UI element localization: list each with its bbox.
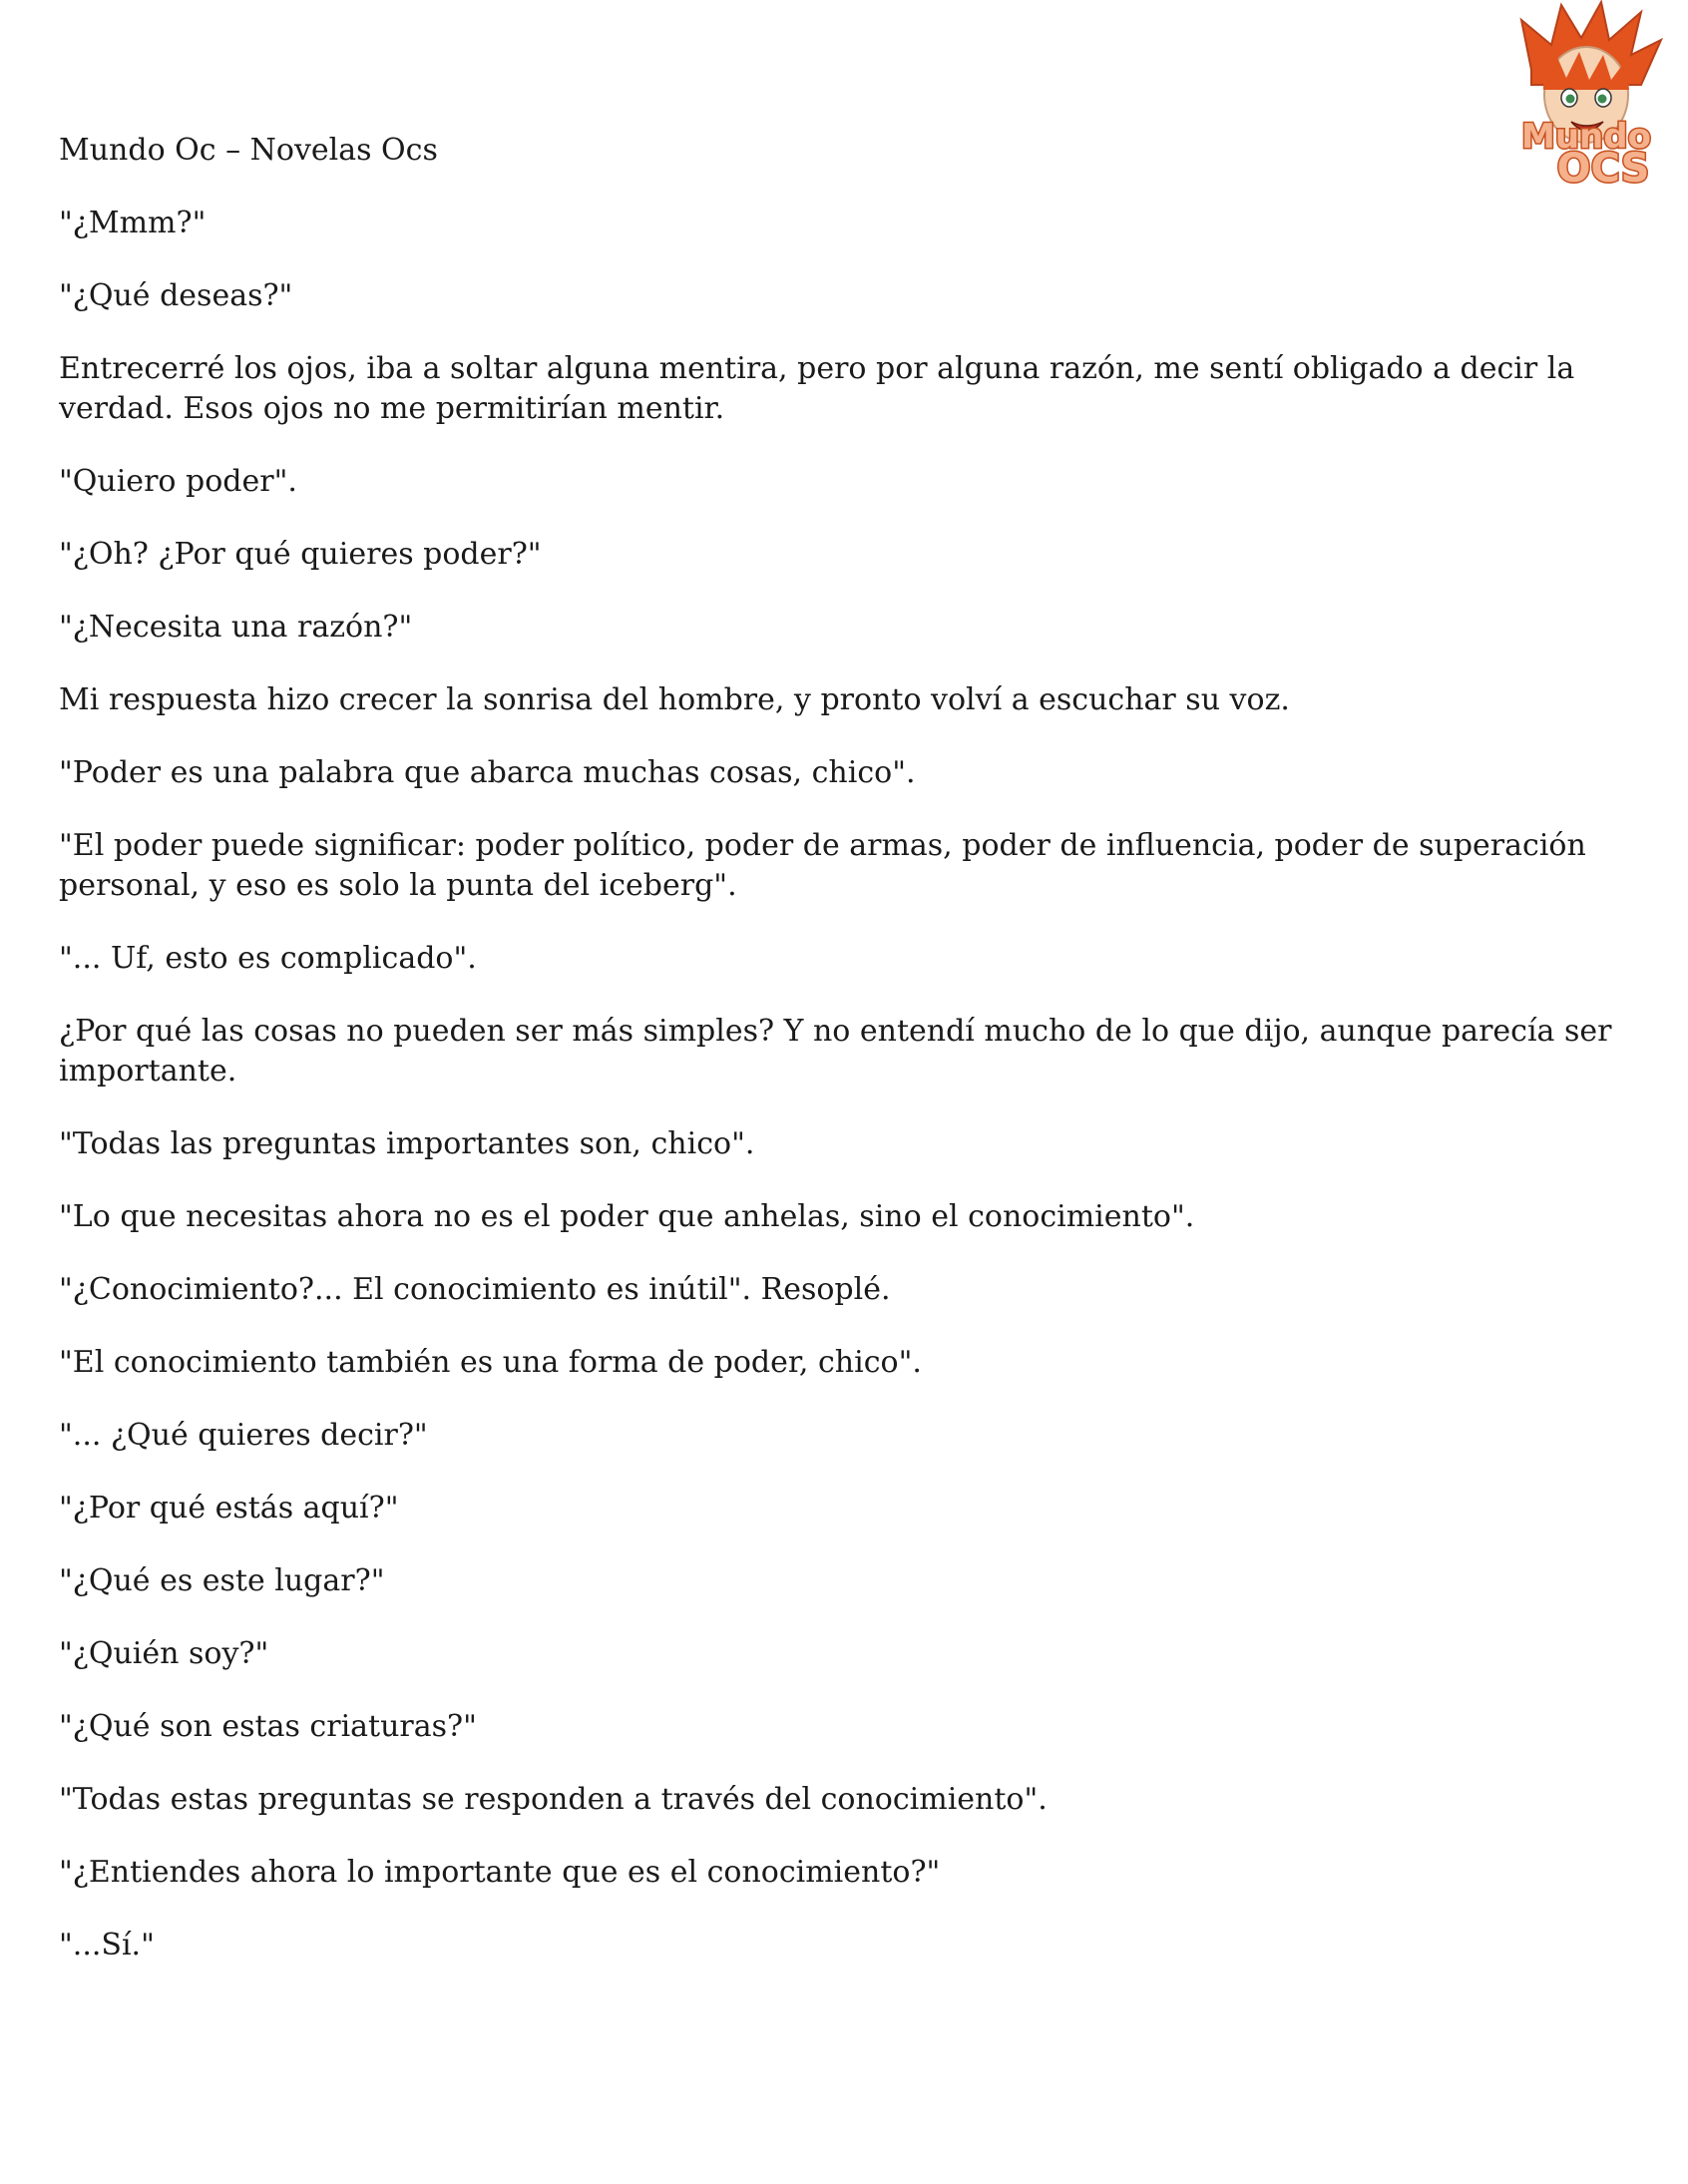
paragraph: ¿Por qué las cosas no pueden ser más simples? Y no entendí mucho de lo que dijo, aunque parecía ser importante. bbox=[59, 1014, 1612, 1089]
logo-text-top: Mundo bbox=[1521, 117, 1651, 157]
paragraph: "¿Qué son estas criaturas?" bbox=[59, 1709, 477, 1744]
paragraph: "Quiero poder". bbox=[59, 464, 297, 499]
document-body bbox=[59, 131, 1615, 1998]
paragraph: "¿Por qué estás aquí?" bbox=[59, 1491, 399, 1526]
paragraph: "Poder es una palabra que abarca muchas cosas, chico". bbox=[59, 755, 916, 790]
paragraph: "El conocimiento también es una forma de poder, chico". bbox=[59, 1345, 922, 1380]
paragraph: "¿Conocimiento?... El conocimiento es inútil". Resoplé. bbox=[59, 1272, 891, 1307]
paragraph: "... ¿Qué quieres decir?" bbox=[59, 1418, 428, 1453]
paragraph: "...Sí." bbox=[59, 1928, 155, 1963]
paragraph: "¿Qué es este lugar?" bbox=[59, 1563, 385, 1598]
paragraph: Entrecerré los ojos, iba a soltar alguna mentira, pero por alguna razón, me sentí obligado a decir la verdad. Esos ojos no me permitirían mentir. bbox=[59, 351, 1575, 426]
paragraph: Mi respuesta hizo crecer la sonrisa del hombre, y pronto volví a escuchar su voz. bbox=[59, 682, 1290, 717]
paragraph: "El poder puede significar: poder político, poder de armas, poder de influencia, poder de superación personal, y eso es solo la punta del iceberg". bbox=[59, 828, 1586, 903]
logo-text-bottom: OCS bbox=[1556, 146, 1650, 190]
paragraph: "Todas las preguntas importantes son, chico". bbox=[59, 1126, 755, 1161]
paragraph: "¿Entiendes ahora lo importante que es el conocimiento?" bbox=[59, 1855, 941, 1890]
document-header-title: Mundo Oc – Novelas Ocs bbox=[59, 133, 438, 168]
paragraph: "¿Mmm?" bbox=[59, 206, 207, 240]
paragraph: "¿Quién soy?" bbox=[59, 1636, 269, 1671]
paragraph: "Todas estas preguntas se responden a través del conocimiento". bbox=[59, 1782, 1048, 1817]
paragraph: "¿Oh? ¿Por qué quieres poder?" bbox=[59, 537, 542, 572]
paragraph: "Lo que necesitas ahora no es el poder que anhelas, sino el conocimiento". bbox=[59, 1199, 1195, 1234]
paragraph: "... Uf, esto es complicado". bbox=[59, 941, 477, 976]
paragraph: "¿Qué deseas?" bbox=[59, 278, 293, 313]
paragraph: "¿Necesita una razón?" bbox=[59, 610, 413, 645]
